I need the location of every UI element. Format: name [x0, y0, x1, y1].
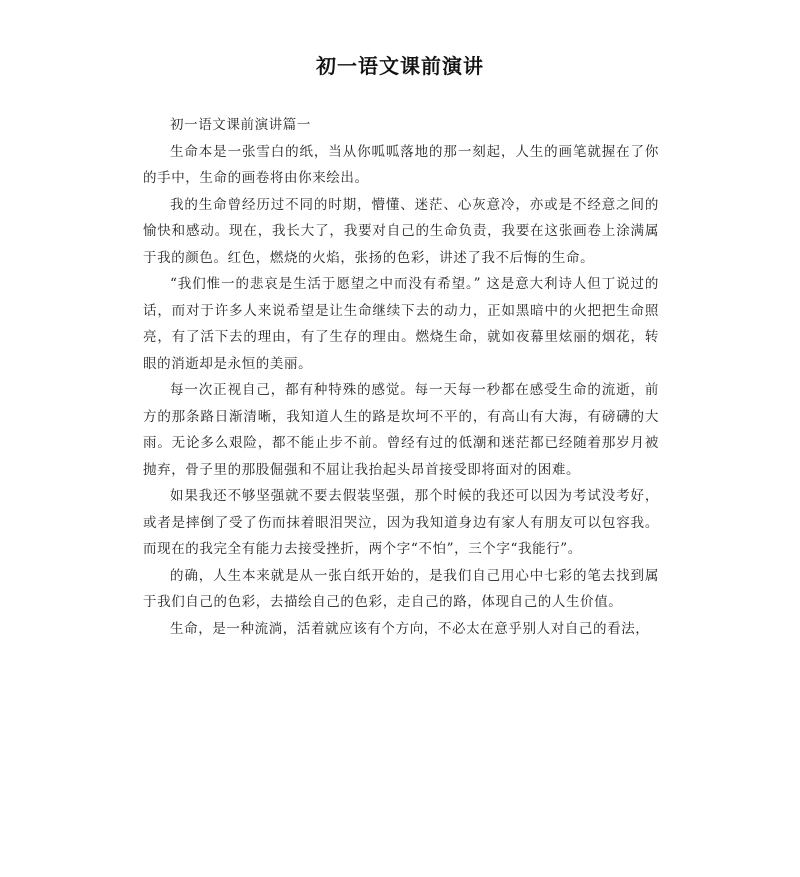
paragraph: 的确，人生本来就是从一张白纸开始的，是我们自己用心中七彩的笔去找到属于我们自己的色彩，去描绘自己的色彩，走自己的路，体现自己的人生价值。: [143, 567, 659, 610]
paragraph: 每一次正视自己，都有种特殊的感觉。每一天每一秒都在感受生命的流逝，前方的那条路日渐清晰，我知道人生的路是坎坷不平的，有高山有大海，有磅礴的大雨。无论多么艰险，都不能止步不前。曾经有过的低潮和迷茫都已经随着那岁月被抛弃，骨子里的那股倔强和不屈让我抬起头昂首接受即将面对的困难。: [143, 382, 659, 478]
section-subheading: 初一语文课前演讲篇一: [170, 117, 311, 133]
document-body: [143, 112, 659, 642]
paragraph: “我们惟一的悲哀是生活于愿望之中而没有希望。” 这是意大利诗人但丁说过的话，而对于许多人来说希望是让生命继续下去的动力，正如黑暗中的火把把生命照亮，有了活下去的理由，有了生存的理由。燃烧生命，就如夜幕里炫丽的烟花，转眼的消逝却是永恒的美丽。: [143, 276, 659, 372]
paragraph: 我的生命曾经历过不同的时期，懵懂、迷茫、心灰意冷，亦或是不经意之间的愉快和感动。现在，我长大了，我要对自己的生命负责，我要在这张画卷上涂满属于我的颜色。红色，燃烧的火焰，张扬的色彩，讲述了我不后悔的生命。: [143, 196, 659, 266]
paragraph: 生命本是一张雪白的纸，当从你呱呱落地的那一刻起，人生的画笔就握在了你的手中，生命的画卷将由你来绘出。: [143, 143, 659, 186]
paragraph: 生命，是一种流淌，活着就应该有个方向，不必太在意乎别人对自己的看法，: [170, 620, 650, 637]
page-title: 初一语文课前演讲: [316, 54, 484, 78]
paragraph: 如果我还不够坚强就不要去假装坚强，那个时候的我还可以因为考试没考好，或者是摔倒了受了伤而抹着眼泪哭泣，因为我知道身边有家人有朋友可以包容我。而现在的我完全有能力去接受挫折，两个字“不怕”，三个字“我能行”。: [143, 488, 659, 557]
